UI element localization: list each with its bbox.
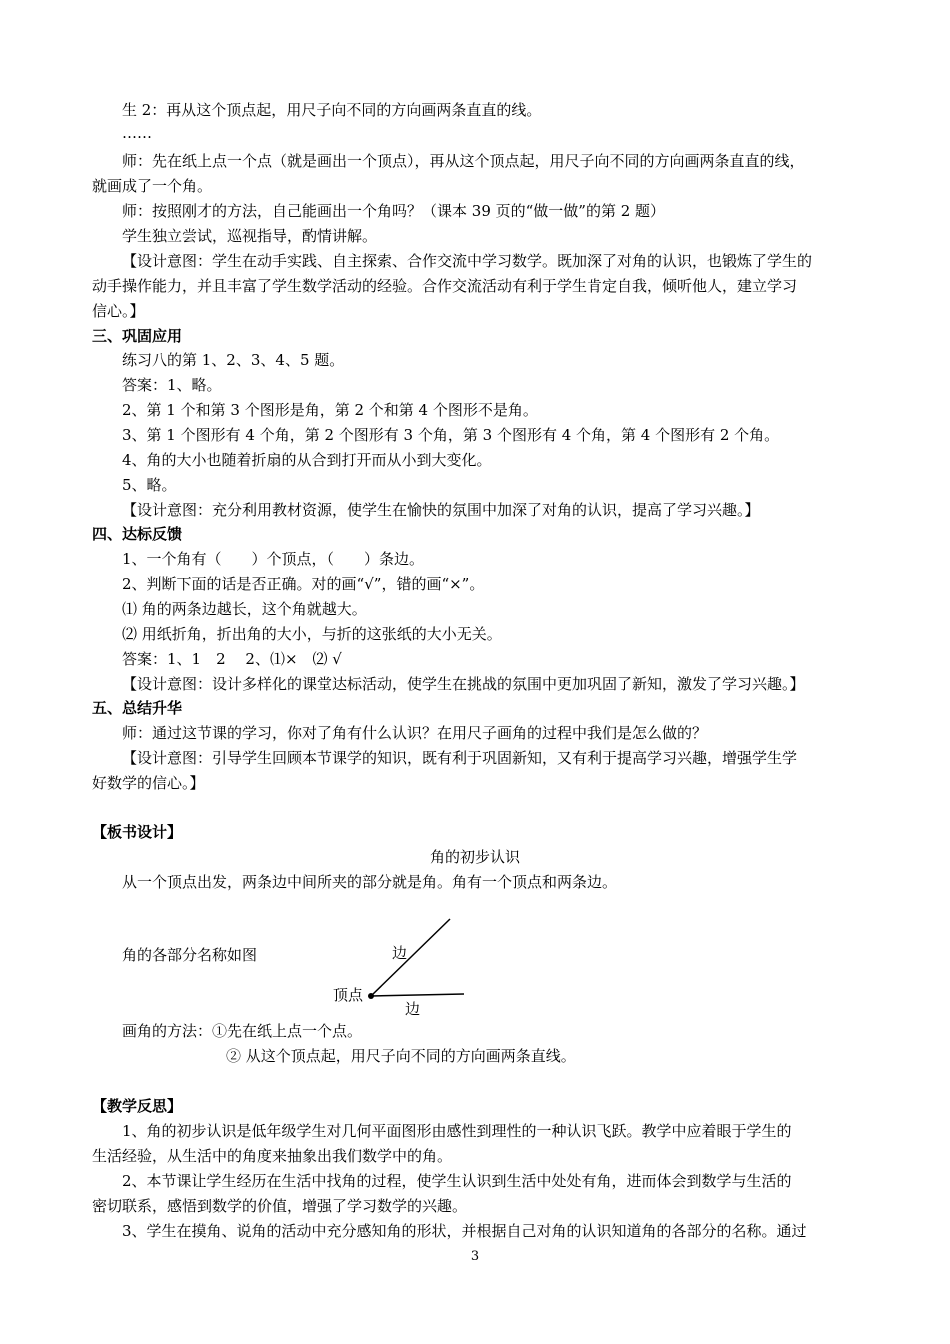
section-4-line-3: ⑴ 角的两条边越长，这个角就越大。: [122, 600, 367, 618]
label-edge-top: 边: [392, 944, 408, 962]
section-3-line-6: 5、略。: [122, 476, 177, 494]
reflection-2-cont: 密切联系，感悟到数学的价值，增强了学习数学的兴趣。: [92, 1197, 468, 1215]
label-edge-bottom: 边: [405, 1000, 421, 1018]
reflection-heading: 【教学反思】: [92, 1097, 183, 1115]
reflection-3: 3、学生在摸角、说角的活动中充分感知角的形状，并根据自己对角的认识知道角的各部分的名称。通过: [122, 1222, 807, 1240]
board-method-2: ② 从这个顶点起，用尺子向不同的方向画两条直线。: [226, 1047, 576, 1065]
page-number: 3: [470, 1249, 480, 1264]
ellipsis: ……: [122, 124, 152, 142]
section-4-line-1: 1、一个角有（ ）个顶点，（ ）条边。: [122, 550, 425, 568]
design-intent-4: 【设计意图：引导学生回顾本节课学的知识，既有利于巩固新知，又有利于提高学习兴趣，增强学生学: [122, 749, 798, 767]
section-4-answer: 答案：1、1 2 2、⑴× ⑵ √: [122, 650, 342, 668]
section-3-heading: 三、巩固应用: [92, 327, 183, 345]
board-design-heading: 【板书设计】: [92, 823, 183, 841]
paragraph-teacher-question: 师：按照刚才的方法，自己能画出一个角吗？（课本 39 页的“做一做”的第 2 题）: [122, 202, 666, 220]
paragraph-teacher-method-cont: 就画成了一个角。: [92, 177, 213, 195]
design-intent-1: 【设计意图：学生在动手实践、自主探索、合作交流中学习数学。既加深了对角的认识，也锻炼了学生的: [122, 252, 813, 270]
reflection-2: 2、本节课让学生经历在生活中找角的过程，使学生认识到生活中处处有角，进而体会到数学与生活的: [122, 1172, 792, 1190]
label-vertex: 顶点: [333, 986, 364, 1004]
reflection-1-cont: 生活经验，从生活中的角度来抽象出我们数学中的角。: [92, 1147, 453, 1165]
section-3-line-2: 答案：1、略。: [122, 376, 222, 394]
paragraph-teacher-method: 师：先在纸上点一个点（就是画出一个顶点），再从这个顶点起，用尺子向不同的方向画两条直直的线，: [122, 152, 805, 170]
reflection-1: 1、角的初步认识是低年级学生对几何平面图形由感性到理性的一种认识飞跃。教学中应着眼于学生的: [122, 1122, 792, 1140]
angle-bottom-edge: [371, 994, 464, 996]
design-intent-2: 【设计意图：充分利用教材资源，使学生在愉快的氛围中加深了对角的认识，提高了学习兴趣。】: [122, 501, 760, 519]
board-title: 角的初步认识: [429, 848, 520, 866]
design-intent-4-cont: 好数学的信心。】: [92, 774, 205, 792]
angle-vertex-dot: [368, 993, 374, 999]
board-parts-label: 角的各部分名称如图: [122, 946, 258, 964]
paragraph-student-try: 学生独立尝试，巡视指导，酌情讲解。: [122, 227, 378, 245]
section-4-heading: 四、达标反馈: [92, 525, 183, 543]
section-4-line-4: ⑵ 用纸折角，折出角的大小，与折的这张纸的大小无关。: [122, 625, 502, 643]
section-3-line-3: 2、第 1 个和第 3 个图形是角，第 2 个和第 4 个图形不是角。: [122, 401, 538, 419]
paragraph-student2: 生 2：再从这个顶点起，用尺子向不同的方向画两条直直的线。: [122, 101, 542, 119]
section-5-heading: 五、总结升华: [92, 699, 183, 717]
section-3-line-1: 练习八的第 1、2、3、4、5 题。: [122, 351, 345, 369]
design-intent-3: 【设计意图：设计多样化的课堂达标活动，使学生在挑战的氛围中更加巩固了新知，激发了学习兴趣。】: [122, 675, 805, 693]
board-method-1: 画角的方法：①先在纸上点一个点。: [122, 1022, 363, 1040]
design-intent-1-cont: 动手操作能力，并且丰富了学生数学活动的经验。合作交流活动有利于学生肯定自我，倾听他人，建立学习: [92, 277, 798, 295]
angle-top-edge: [371, 919, 450, 996]
section-4-line-2: 2、判断下面的话是否正确。对的画“√”，错的画“×”。: [122, 575, 485, 593]
section-5-line-1: 师：通过这节课的学习，你对了角有什么认识？在用尺子画角的过程中我们是怎么做的？: [122, 724, 708, 742]
section-3-line-4: 3、第 1 个图形有 4 个角，第 2 个图形有 3 个角，第 3 个图形有 4 个角，第 4 个图形有 2 个角。: [122, 426, 780, 444]
board-definition: 从一个顶点出发，两条边中间所夹的部分就是角。角有一个顶点和两条边。: [122, 873, 618, 891]
design-intent-1-end: 信心。】: [92, 302, 145, 320]
section-3-line-5: 4、角的大小也随着折扇的从合到打开而从小到大变化。: [122, 451, 492, 469]
